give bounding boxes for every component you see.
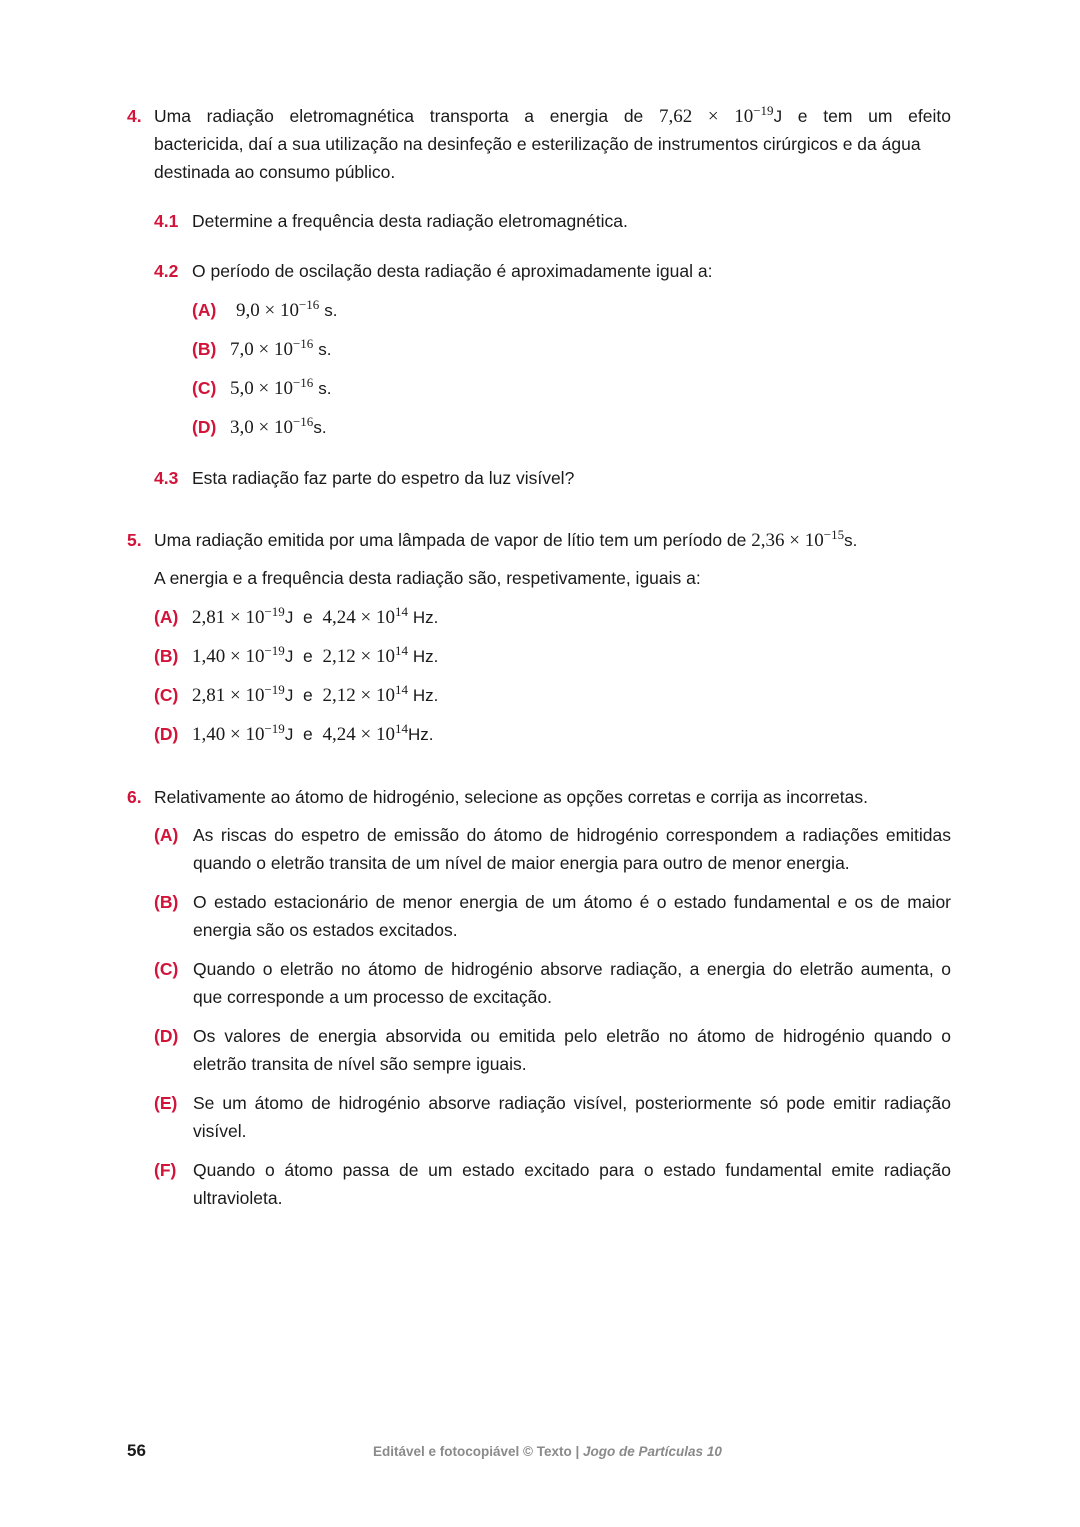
- option-d: (D) $3,0 \times 10^{-16}s$.: [192, 414, 327, 438]
- option-b: (B) $7,0 \times 10^{-16}$ s.: [192, 336, 332, 360]
- question-text-line: bactericida, daí a sua utilização na desinfeção e esterilização de instrumentos cirúrgicos e da água: [154, 134, 921, 154]
- question-number: 4.: [127, 106, 142, 126]
- option-a: (A) $2,81 \times 10^{-19}J$ e $4,24 \times 10^{14}$ Hz.: [154, 604, 439, 628]
- option-b: (B) $1,40 \times 10^{-19}J$ e $2,12 \times 10^{14}$ Hz.: [154, 643, 439, 667]
- subquestion-4-2: 4.2 O período de oscilação desta radiação é aproximadamente igual a:: [154, 261, 713, 281]
- book-title: Jogo de Partículas 10: [583, 1444, 722, 1459]
- question-text-line: Relativamente ao átomo de hidrogénio, selecione as opções corretas e corrija as incorretas.: [154, 787, 868, 807]
- energy-value: $7,62 \times 10^{-19}$: [659, 103, 774, 127]
- option-d: (D) $1,40 \times 10^{-19}J$ e $4,24 \times 10^{14}Hz$.: [154, 721, 434, 745]
- question-text-line: A energia e a frequência desta radiação são, respetivamente, iguais a:: [154, 568, 701, 588]
- option-c: (C) $2,81 \times 10^{-19}J$ e $2,12 \times 10^{14}$ Hz.: [154, 682, 439, 706]
- question-number: 6.: [127, 787, 142, 807]
- option-c: (C) $5,0 \times 10^{-16}$ s.: [192, 375, 332, 399]
- question-text-line: destinada ao consumo público.: [154, 162, 396, 182]
- subquestion-4-1: 4.1 Determine a frequência desta radiação eletromagnética.: [154, 211, 628, 231]
- page-number: 56: [127, 1441, 146, 1460]
- question-text-line: Uma radiação emitida por uma lâmpada de vapor de lítio tem um período de $2,36 \times 10^{-15}s$.: [154, 527, 858, 551]
- option-a: (A) $9,0 \times 10^{-16}$ s.: [192, 297, 338, 321]
- period-value: $2,36 \times 10^{-15}$: [751, 527, 845, 551]
- footer-credit: Editável e fotocopiável © Texto | Jogo de Partículas 10: [373, 1444, 722, 1459]
- subquestion-4-3: 4.3 Esta radiação faz parte do espetro da luz visível?: [154, 468, 575, 488]
- question-number: 5.: [127, 530, 142, 550]
- question-text-line: Uma radiação eletromagnética transporta a energia de $7,62 \times 10^{-19}J$ e tem um efeito: [154, 103, 951, 127]
